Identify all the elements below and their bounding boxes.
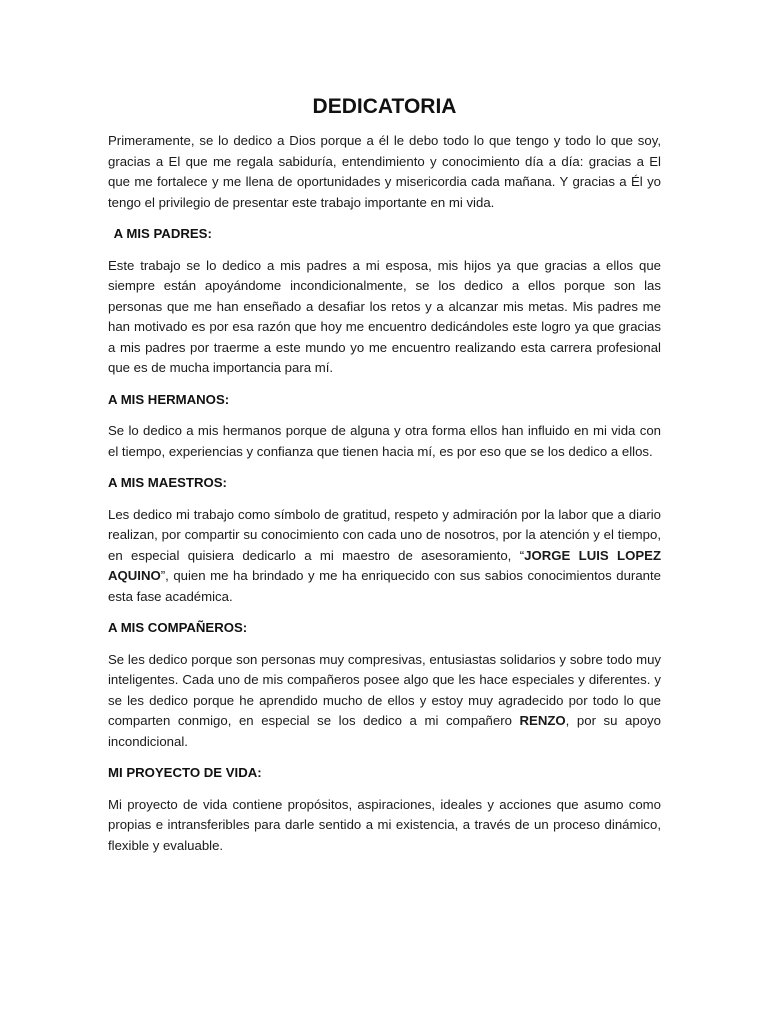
section-heading-padres-label: A MIS PADRES:: [113, 226, 212, 241]
section-heading-proyecto: MI PROYECTO DE VIDA:: [108, 765, 262, 780]
padres-paragraph: Este trabajo se lo dedico a mis padres a mi esposa, mis hijos ya que gracias a ellos que siempre están apoyándome incondicionalmente, se los dedico a ellos porque son las personas que me han enseñado a desafiar los retos y a alcanzar mis metas. Mis padres me han motivado es por esa razón que hoy me encuentro dedicándoles este logro ya que gracias a mis padres por traerme a este mundo yo me encuentro realizando esta carrera profesional que es de mucha importancia para mí.: [108, 257, 661, 375]
companeros-text-after: , por su apoyo incondicional.: [108, 713, 661, 749]
companeros-text-before: Se les dedico porque son personas muy compresivas, entusiastas solidarios y sobre todo muy inteligentes. Cada uno de mis compañeros posee algo que les hace especiales y diferentes. y se les dedico porque he aprendido mucho de ellos y estoy muy agradecido por todo lo que comparten conmigo, en especial se los dedico a mi compañero: [108, 651, 661, 728]
document-title: DEDICATORIA: [312, 95, 457, 118]
maestros-paragraph: [108, 505, 661, 608]
section-heading-padres: [108, 224, 661, 245]
maestros-text-before: Les dedico mi trabajo como símbolo de gratitud, respeto y admiración por la labor que a diario realizan, por compartir su conocimiento con cada uno de nosotros, por la atención y el tiempo, en especial quisiera dedicarlo a mi maestro de asesoramiento, “: [108, 506, 661, 563]
maestro-name: JORGE LUIS LOPEZ AQUINO: [108, 547, 661, 583]
proyecto-paragraph: Mi proyecto de vida contiene propósitos, aspiraciones, ideales y acciones que asumo como propias e intransferibles para darle sentido a mi existencia, a través de un proceso dinámico, flexible y evaluable.: [108, 796, 661, 853]
companero-name: RENZO: [519, 713, 566, 728]
section-heading-companeros: A MIS COMPAÑEROS:: [108, 620, 248, 635]
section-heading-hermanos: A MIS HERMANOS:: [108, 391, 230, 407]
intro-paragraph: Primeramente, se lo dedico a Dios porque a él le debo todo lo que tengo y todo lo que soy, gracias a El que me regala sabiduría, entendimiento y conocimiento día a día: gracias a El que me fortalece y me llena de oportunidades y misericordia cada mañana. Y gracias a Él yo tengo el privilegio de presentar este trabajo importante en mi vida.: [108, 133, 661, 210]
section-heading-maestros: A MIS MAESTROS:: [108, 475, 227, 490]
hermanos-paragraph: Se lo dedico a mis hermanos porque de alguna y otra forma ellos han influido en mi vida con el tiempo, experiencias y confianza que tienen hacia mí, es por eso que se los dedico a ellos.: [108, 423, 661, 459]
maestros-text-after: ”, quien me ha brindado y me ha enriquecido con sus sabios conocimientos durante esta fase académica.: [108, 568, 661, 604]
companeros-paragraph: [108, 650, 661, 753]
